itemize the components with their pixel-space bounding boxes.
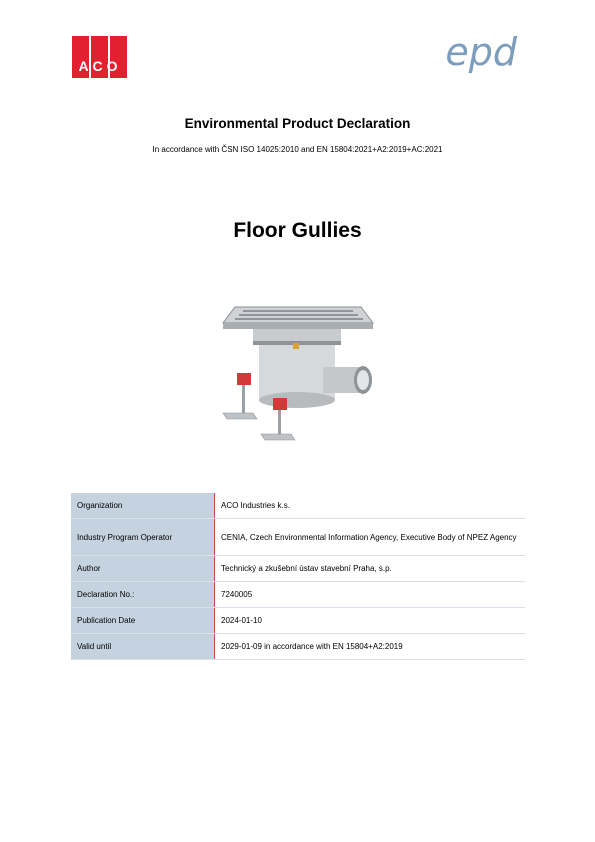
document-title: Environmental Product Declaration xyxy=(184,116,411,131)
row-value-author: Technický a zkušební ústav stavební Praha, s.p. xyxy=(215,556,526,582)
row-key-publication-date: Publication Date xyxy=(71,608,215,634)
declaration-info-table xyxy=(71,493,525,660)
floor-gully-image xyxy=(213,295,383,445)
row-key-valid-until: Valid until xyxy=(71,634,215,660)
table-row xyxy=(71,519,525,556)
row-value-declaration-no: 7240005 xyxy=(215,582,526,608)
row-key-author: Author xyxy=(71,556,215,582)
row-key-declaration-no: Declaration No.: xyxy=(71,582,215,608)
table-row xyxy=(71,634,525,660)
row-key-organization: Organization xyxy=(71,493,215,519)
row-value-program-operator: CENIA, Czech Environmental Information Agency, Executive Body of NPEZ Agency xyxy=(215,519,526,556)
table-row xyxy=(71,608,525,634)
epd-logo: epd xyxy=(445,30,517,74)
aco-logo xyxy=(72,36,128,78)
row-key-program-operator: Industry Program Operator xyxy=(71,519,215,556)
row-value-valid-until: 2029-01-09 in accordance with EN 15804+A2:2019 xyxy=(215,634,526,660)
aco-logo-text: ACO xyxy=(78,58,122,74)
row-value-organization: ACO Industries k.s. xyxy=(215,493,526,519)
table-row xyxy=(71,556,525,582)
table-row xyxy=(71,493,525,519)
product-name: Floor Gullies xyxy=(233,219,362,242)
document-subtitle: In accordance with ČSN ISO 14025:2010 and EN 15804:2021+A2:2019+AC:2021 xyxy=(152,145,443,154)
table-row xyxy=(71,582,525,608)
row-value-publication-date: 2024-01-10 xyxy=(215,608,526,634)
